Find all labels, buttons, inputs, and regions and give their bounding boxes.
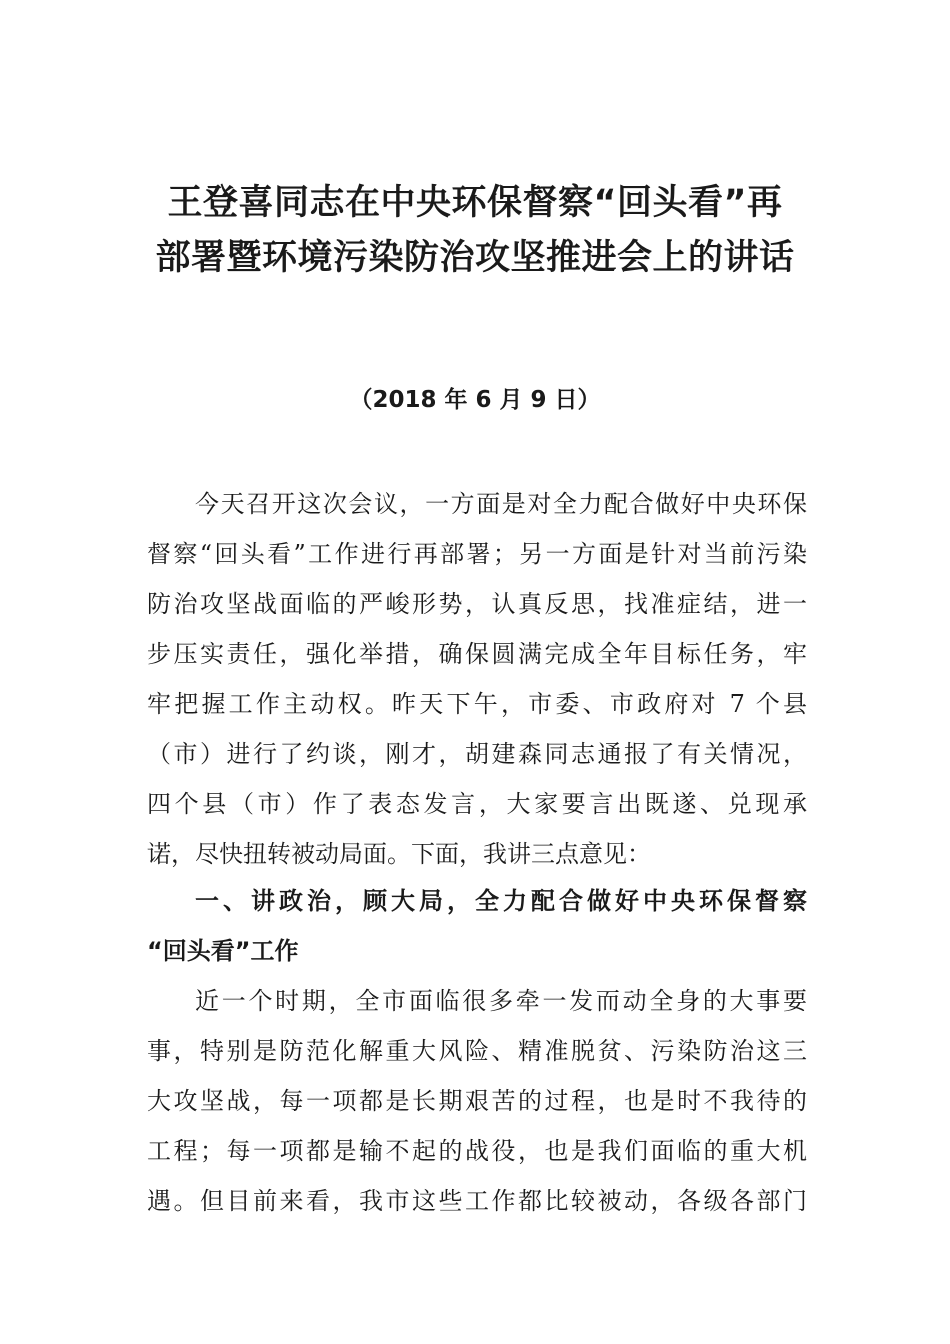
paragraph-section-1: [147, 976, 807, 1226]
paragraph-intro: [147, 479, 807, 879]
paragraph-line: 步压实责任，强化举措，确保圆满完成全年目标任务，牢: [147, 640, 807, 668]
document-title: [120, 176, 830, 286]
paragraph-line: 督察“回头看”工作进行再部署；另一方面是针对当前污染: [147, 540, 807, 568]
heading-line: 一、讲政治，顾大局，全力配合做好中央环保督察: [195, 887, 807, 915]
paragraph-line: （市）进行了约谈，刚才，胡建森同志通报了有关情况，: [147, 740, 807, 768]
paragraph-line: 大攻坚战，每一项都是长期艰苦的过程，也是时不我待的: [147, 1087, 807, 1115]
paragraph-line: 遇。但目前来看，我市这些工作都比较被动，各级各部门: [147, 1187, 807, 1215]
paragraph-line: 诺，尽快扭转被动局面。下面，我讲三点意见：: [147, 840, 651, 868]
paragraph-line: 工程；每一项都是输不起的战役，也是我们面临的重大机: [147, 1137, 807, 1165]
paragraph-line: 牢把握工作主动权。昨天下午，市委、市政府对 7 个县: [147, 690, 807, 718]
heading-line: “回头看”工作: [147, 937, 299, 965]
paragraph-line: 防治攻坚战面临的严峻形势，认真反思，找准症结，进一: [147, 590, 807, 618]
paragraph-line: 事，特别是防范化解重大风险、精准脱贫、污染防治这三: [147, 1037, 807, 1065]
paragraph-line: 今天召开这次会议，一方面是对全力配合做好中央环保: [195, 490, 807, 518]
paragraph-line: 四个县（市）作了表态发言，大家要言出既遂、兑现承: [147, 790, 807, 818]
paragraph-line: 近一个时期，全市面临很多牵一发而动全身的大事要: [195, 987, 807, 1015]
title-line: 王登喜同志在中央环保督察“回头看”再: [167, 183, 783, 223]
section-heading-1: [147, 876, 807, 976]
title-line: 部署暨环境污染防治攻坚推进会上的讲话: [155, 238, 795, 278]
speech-date: （2018 年 6 月 9 日）: [349, 387, 601, 413]
